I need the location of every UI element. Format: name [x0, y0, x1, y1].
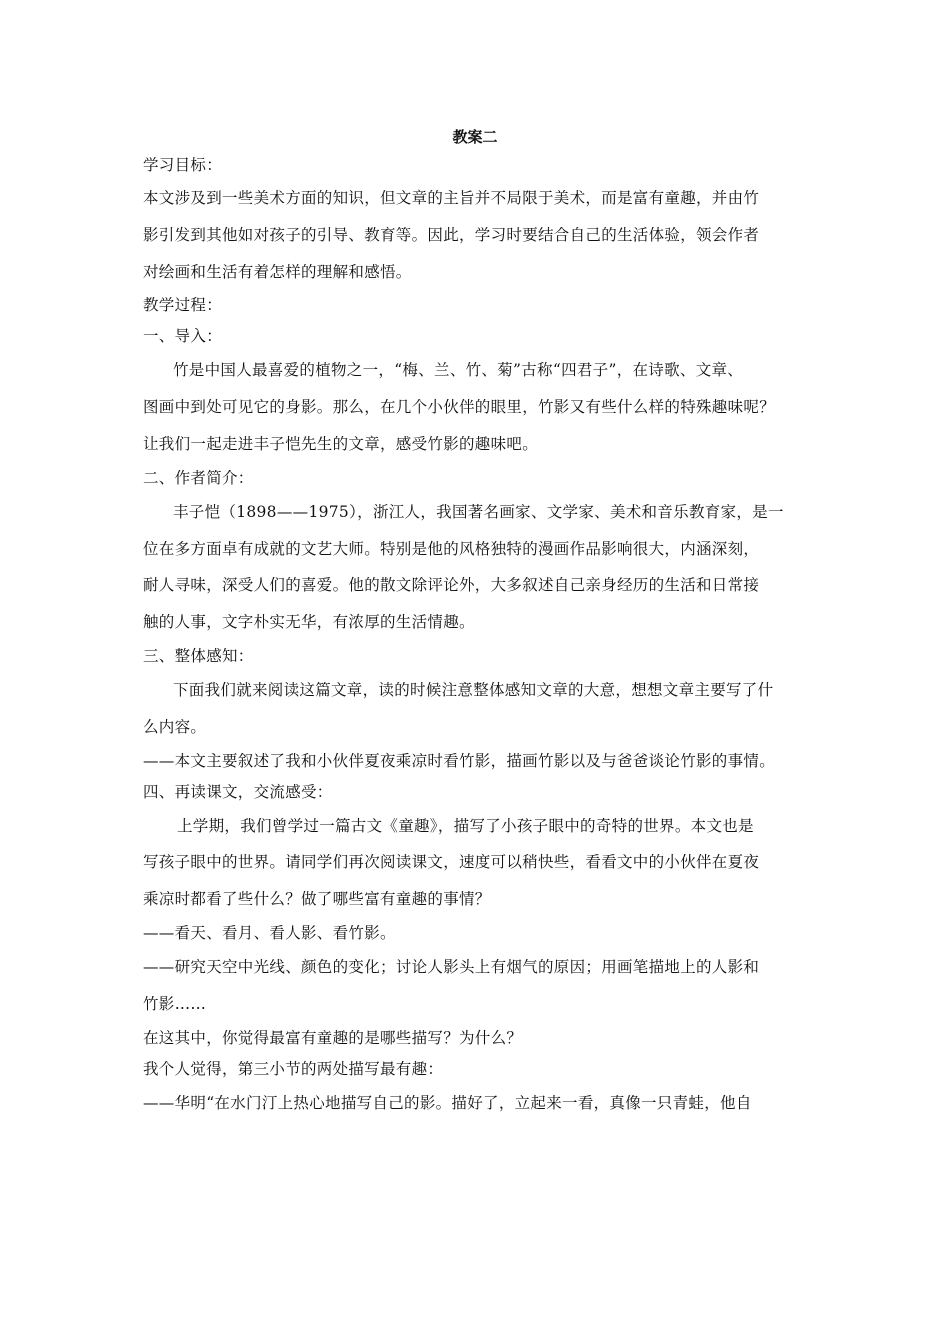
paragraph-line: 写孩子眼中的世界。请同学们再次阅读课文，速度可以稍快些，看看文中的小伙伴在夏夜: [143, 853, 760, 872]
paragraph-line: 图画中到处可见它的身影。那么，在几个小伙伴的眼里，竹影又有些什么样的特殊趣味呢？: [143, 398, 776, 417]
paragraph-line: 竹影……: [143, 994, 207, 1013]
paragraph-line: ——研究天空中光线、颜色的变化；讨论人影头上有烟气的原因；用画笔描地上的人影和: [143, 957, 760, 976]
section-heading-author: 二、作者简介：: [143, 468, 254, 487]
paragraph-line: 下面我们就来阅读这篇文章，读的时候注意整体感知文章的大意，想想文章主要写了什: [173, 680, 774, 699]
paragraph-line: 对绘画和生活有着怎样的理解和感悟。: [143, 262, 412, 281]
document-body: [143, 126, 807, 1121]
section-heading-introduction: 一、导入：: [143, 327, 223, 346]
paragraph-line: 丰子恺（1898——1975），浙江人，我国著名画家、文学家、美术和音乐教育家，是一: [173, 502, 784, 521]
paragraph-line: 耐人寻味，深受人们的喜爱。他的散文除评论外，大多叙述自己亲身经历的生活和日常接: [143, 576, 760, 595]
paragraph-line: 我个人觉得，第三小节的两处描写最有趣：: [143, 1059, 444, 1078]
paragraph-line: 触的人事，文字朴实无华，有浓厚的生活情趣。: [143, 613, 475, 632]
paragraph-line: ——本文主要叙述了我和小伙伴夏夜乘凉时看竹影，描画竹影以及与爸爸谈论竹影的事情。: [143, 751, 776, 770]
paragraph-line: 在这其中，你觉得最富有童趣的是哪些描写？为什么？: [143, 1028, 523, 1047]
paragraph-line: 本文涉及到一些美术方面的知识，但文章的主旨并不局限于美术，而是富有童趣，并由竹: [143, 189, 760, 207]
paragraph-line: ——看天、看月、看人影、看竹影。: [143, 923, 396, 942]
paragraph-line: 位在多方面卓有成就的文艺大师。特别是他的风格独特的漫画作品影响很大，内涵深刻，: [143, 539, 760, 558]
paragraph-line: 影引发到其他如对孩子的引导、教育等。因此，学习时要结合自己的生活体验，领会作者: [143, 225, 760, 244]
document-title: 教案二: [452, 128, 498, 146]
paragraph-line: 让我们一起走进丰子恺先生的文章，感受竹影的趣味吧。: [143, 434, 539, 453]
section-heading-overview: 三、整体感知：: [143, 646, 254, 665]
paragraph-line: 么内容。: [143, 717, 207, 736]
section-heading-reread: 四、再读课文，交流感受：: [143, 782, 333, 801]
section-heading-learning-goals: 学习目标：: [143, 156, 223, 174]
paragraph-line: 乘凉时都看了些什么？做了哪些富有童趣的事情？: [143, 890, 491, 909]
paragraph-line: 竹是中国人最喜爱的植物之一，“梅、兰、竹、菊”古称“四君子”，在诗歌、文章、: [173, 361, 744, 380]
paragraph-line: 上学期，我们曾学过一篇古文《童趣》，描写了小孩子眼中的奇特的世界。本文也是: [177, 816, 754, 835]
paragraph-line: ——华明“在水门汀上热心地描写自己的影。描好了，立起来一看，真像一只青蛙，他自: [143, 1093, 752, 1112]
section-heading-teaching-process: 教学过程：: [143, 296, 223, 315]
